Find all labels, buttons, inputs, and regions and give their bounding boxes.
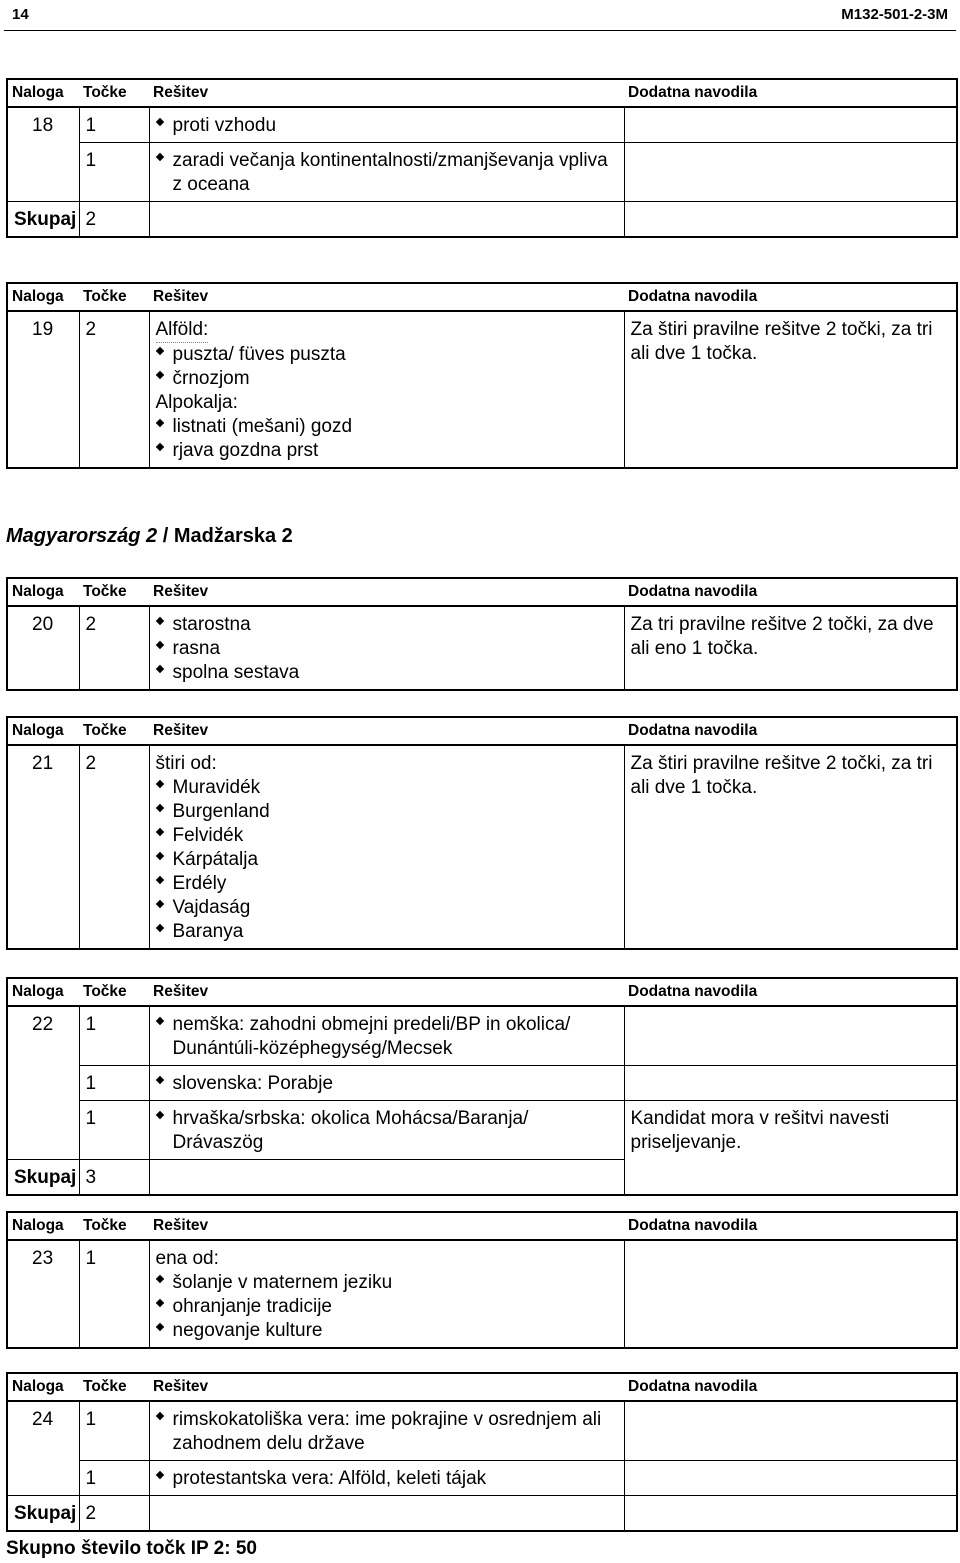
points: 2	[79, 745, 149, 949]
answer-item: Burgenland	[156, 800, 618, 824]
task-22-table	[6, 977, 958, 1196]
answer-item: spolna sestava	[156, 661, 618, 685]
task-number: 21	[7, 745, 79, 949]
answer-item: Kárpátalja	[156, 848, 618, 872]
col-naloga: Naloga	[7, 717, 79, 745]
col-resitev: Rešitev	[149, 79, 624, 107]
table-header-row	[7, 1212, 957, 1240]
col-navodila: Dodatna navodila	[624, 578, 957, 606]
task-24-table	[6, 1372, 958, 1532]
points: 1	[79, 1461, 149, 1496]
points: 1	[79, 1066, 149, 1101]
table-header-row	[7, 717, 957, 745]
task-number: 20	[7, 606, 79, 690]
table-header-row	[7, 1373, 957, 1401]
col-naloga: Naloga	[7, 283, 79, 311]
col-tocke: Točke	[79, 978, 149, 1006]
table-header-row	[7, 79, 957, 107]
instructions	[624, 1066, 957, 1101]
section-title-hu: Magyarország 2	[6, 525, 158, 547]
col-tocke: Točke	[79, 1373, 149, 1401]
task-number: 24	[7, 1401, 79, 1461]
total-score: Skupno število točk IP 2: 50	[6, 1538, 257, 1559]
answer-item: Felvidék	[156, 824, 618, 848]
answer-item: puszta/ füves puszta	[156, 343, 618, 367]
total-row	[7, 1496, 957, 1532]
answer-item: ohranjanje tradicije	[156, 1295, 618, 1319]
col-tocke: Točke	[79, 1212, 149, 1240]
total-points: 3	[79, 1160, 149, 1196]
section-title	[6, 525, 293, 548]
task-number: 23	[7, 1240, 79, 1348]
task-number: 18	[7, 107, 79, 143]
points: 1	[79, 1101, 149, 1160]
answer-item: slovenska: Porabje	[156, 1072, 618, 1096]
points: 1	[79, 143, 149, 202]
page-header	[4, 0, 956, 31]
col-navodila: Dodatna navodila	[624, 79, 957, 107]
col-naloga: Naloga	[7, 1212, 79, 1240]
answer-item: negovanje kulture	[156, 1319, 618, 1343]
col-resitev: Rešitev	[149, 578, 624, 606]
answer-item: protestantska vera: Alföld, keleti tájak	[156, 1467, 618, 1491]
section-title-sl: Madžarska 2	[173, 525, 293, 547]
instructions	[624, 1006, 957, 1066]
table-header-row	[7, 978, 957, 1006]
col-naloga: Naloga	[7, 978, 79, 1006]
answer-item: Erdély	[156, 872, 618, 896]
table-row	[7, 606, 957, 690]
col-navodila: Dodatna navodila	[624, 717, 957, 745]
col-naloga: Naloga	[7, 79, 79, 107]
instructions: Za tri pravilne rešitve 2 točki, za dve ali eno 1 točka.	[630, 614, 934, 659]
answer-item: Muravidék	[156, 776, 618, 800]
col-navodila: Dodatna navodila	[624, 978, 957, 1006]
table-header-row	[7, 283, 957, 311]
table-row	[7, 1240, 957, 1348]
total-label: Skupaj	[7, 202, 79, 238]
col-navodila: Dodatna navodila	[624, 283, 957, 311]
points: 1	[79, 107, 149, 143]
answer-item: rjava gozdna prst	[156, 439, 618, 463]
col-naloga: Naloga	[7, 578, 79, 606]
table-row	[7, 1461, 957, 1496]
task-18-table	[6, 78, 958, 238]
col-navodila: Dodatna navodila	[624, 1373, 957, 1401]
document-code: M132-501-2-3M	[841, 6, 948, 23]
table-row	[7, 143, 957, 202]
answer-item: rimskokatoliška vera: ime pokrajine v osrednjem ali zahodnem delu države	[156, 1408, 618, 1456]
instructions: Kandidat mora v rešitvi navesti priseljevanje.	[624, 1101, 957, 1196]
task-19-table	[6, 282, 958, 469]
total-label: Skupaj	[7, 1496, 79, 1532]
points: 1	[79, 1240, 149, 1348]
table-row	[7, 311, 957, 468]
answer-item: Vajdaság	[156, 896, 618, 920]
region-heading: Alföld:	[156, 318, 209, 343]
answer-item: listnati (mešani) gozd	[156, 415, 618, 439]
answer-item: starostna	[156, 613, 618, 637]
section-title-separator: /	[157, 525, 174, 547]
col-tocke: Točke	[79, 717, 149, 745]
instructions: Za štiri pravilne rešitve 2 točki, za tri ali dve 1 točka.	[630, 753, 933, 798]
answer-item: Baranya	[156, 920, 618, 944]
instructions: Za štiri pravilne rešitve 2 točki, za tri ali dve 1 točka.	[630, 319, 933, 364]
task-20-table	[6, 577, 958, 691]
table-row	[7, 107, 957, 143]
total-label: Skupaj	[7, 1160, 79, 1196]
answer-item: črnozjom	[156, 367, 618, 391]
col-navodila: Dodatna navodila	[624, 1212, 957, 1240]
points: 2	[79, 606, 149, 690]
col-tocke: Točke	[79, 283, 149, 311]
task-21-table	[6, 716, 958, 950]
col-tocke: Točke	[79, 79, 149, 107]
task-23-table	[6, 1211, 958, 1349]
table-row	[7, 1101, 957, 1160]
col-naloga: Naloga	[7, 1373, 79, 1401]
col-resitev: Rešitev	[149, 283, 624, 311]
total-row	[7, 202, 957, 238]
region-heading: Alpokalja:	[155, 392, 238, 413]
col-resitev: Rešitev	[149, 1373, 624, 1401]
points: 2	[79, 311, 149, 468]
page-number: 14	[12, 6, 29, 23]
answer-item: šolanje v maternem jeziku	[156, 1271, 618, 1295]
total-points: 2	[79, 202, 149, 238]
table-row	[7, 1006, 957, 1066]
answer-item: rasna	[156, 637, 618, 661]
answer-item: nemška: zahodni obmejni predeli/BP in okolica/ Dunántúli-középhegység/Mecsek	[156, 1013, 618, 1061]
col-resitev: Rešitev	[149, 978, 624, 1006]
table-row	[7, 745, 957, 949]
col-resitev: Rešitev	[149, 1212, 624, 1240]
answer-heading: štiri od:	[155, 753, 217, 774]
answer-item: hrvaška/srbska: okolica Mohácsa/Baranja/ Drávaszög	[156, 1107, 618, 1155]
answer-item: proti vzhodu	[156, 114, 618, 138]
points: 1	[79, 1401, 149, 1461]
table-header-row	[7, 578, 957, 606]
points: 1	[79, 1006, 149, 1066]
col-resitev: Rešitev	[149, 717, 624, 745]
answer-item: zaradi večanja kontinentalnosti/zmanjševanja vpliva z oceana	[156, 149, 618, 197]
table-row	[7, 1401, 957, 1461]
col-tocke: Točke	[79, 578, 149, 606]
task-number: 22	[7, 1006, 79, 1066]
task-number: 19	[7, 311, 79, 468]
total-points: 2	[79, 1496, 149, 1532]
answer-heading: ena od:	[155, 1248, 219, 1269]
table-row	[7, 1066, 957, 1101]
